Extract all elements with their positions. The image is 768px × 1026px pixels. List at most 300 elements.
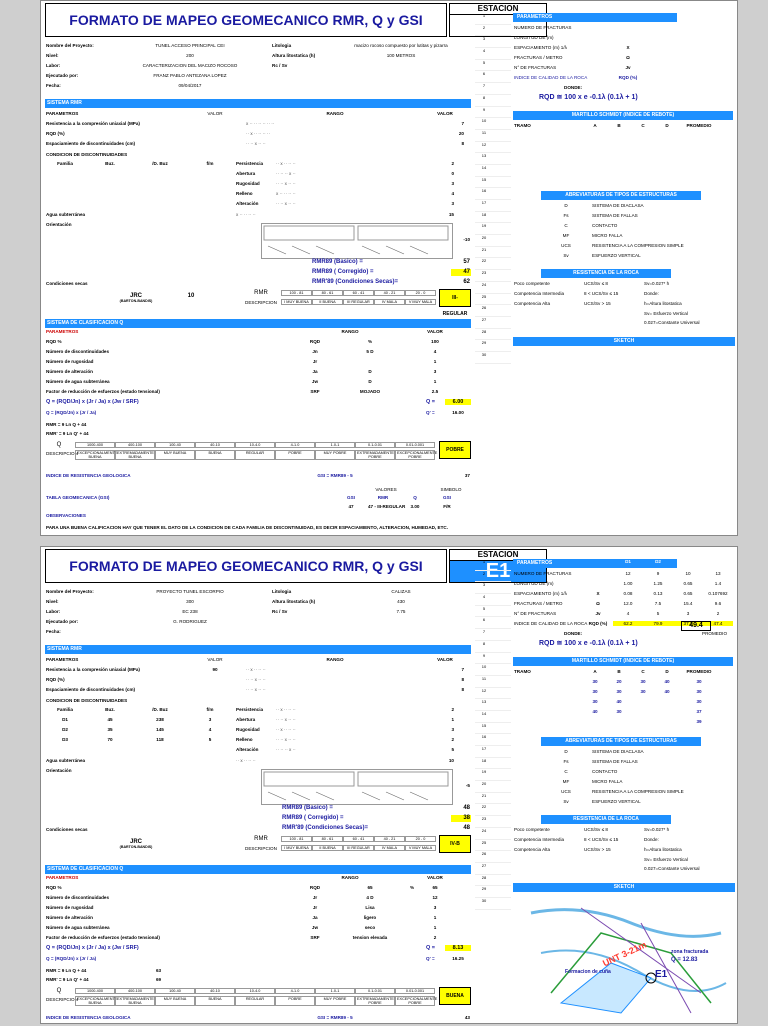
q-value: 6.00 — [445, 399, 471, 405]
gsi-col: GSI — [347, 495, 355, 500]
schmidt-row — [583, 709, 719, 714]
q-param-symbol: Jr — [312, 905, 318, 910]
row-number-cell: 20 — [481, 781, 487, 787]
project-field[interactable]: PROYECTO TUNEL ESCORPIO — [156, 589, 224, 594]
q-param-range[interactable] — [335, 359, 405, 364]
valor2-header: VALOR — [437, 657, 453, 662]
family-cell[interactable]: 4 — [208, 727, 212, 732]
q-param-label: Número de rugosidad — [46, 359, 94, 364]
fracture-value[interactable]: 5 — [656, 611, 660, 616]
abbr-row — [541, 253, 701, 258]
q-param-symbol: SRF — [310, 389, 320, 394]
fracture-value[interactable]: 4 — [626, 611, 630, 616]
family-cell[interactable]: 238 — [156, 717, 164, 722]
fracture-label: INDICE DE CALIDAD DE LA ROCA — [514, 621, 588, 626]
fracture-value[interactable]: 15.4 — [683, 601, 693, 606]
row-number — [475, 258, 511, 270]
cond-roughness: Rugosidad — [236, 181, 260, 186]
row-number — [475, 699, 511, 711]
fracture-value[interactable]: 1.4 — [714, 581, 722, 586]
fracture-value[interactable]: 2 — [716, 611, 720, 616]
fracture-value[interactable]: 62.2 — [613, 621, 643, 626]
simbolo-header: SIMBOLO — [440, 487, 462, 492]
cond-filling: Relleno — [236, 737, 253, 742]
schmidt-cell[interactable]: 37 — [696, 709, 702, 714]
lith-field[interactable]: macizo rocoso compuesto por lutitas y pizarra — [354, 43, 448, 48]
q-param-range[interactable]: % — [367, 339, 373, 344]
param-ucs-value[interactable]: 7 — [461, 667, 464, 672]
family-cell[interactable]: 145 — [156, 727, 164, 732]
q-param-range[interactable]: 5 D — [366, 349, 374, 354]
sketch-label-q: Q = 12.83 — [671, 957, 698, 963]
q-scale — [75, 988, 435, 994]
rmr-scale-cell: 60 - 41 — [343, 290, 374, 296]
length-label: LONGITUD DE (m) — [514, 35, 554, 40]
q-param-value: 2 — [433, 935, 437, 940]
fracture-value[interactable]: 3 — [686, 611, 690, 616]
rqd-formula: RQD ≅ 100 x e -0.1λ (0.1λ + 1) — [539, 94, 638, 101]
schmidt-cell[interactable]: 30 — [640, 679, 646, 684]
q-symbol: Q — [56, 988, 62, 994]
row-number-cell: 10 — [481, 118, 487, 124]
row-number-cell: 13 — [481, 699, 487, 705]
lith-label: Litologia — [272, 589, 292, 594]
rmr-scale-cell: 100 - 81 — [281, 836, 312, 842]
fracture-row — [513, 591, 733, 596]
q-label: Q = — [426, 399, 436, 405]
row-number — [475, 828, 511, 840]
fracture-value[interactable]: 12 — [625, 571, 631, 576]
rmr-scale-cell: 60 - 41 — [343, 836, 374, 842]
family-cell[interactable]: 35 — [107, 727, 113, 732]
by-field[interactable]: G. RODRIGUEZ — [173, 619, 207, 624]
row-number — [475, 270, 511, 282]
cond-filling-value[interactable]: 4 — [451, 191, 454, 196]
schmidt-cell[interactable] — [655, 699, 679, 704]
rmr-basic-value: 57 — [463, 259, 470, 265]
gsi-value: 37 — [464, 473, 470, 478]
strength-mid-v: 8 < UCS/Sv ≤ 15 — [584, 837, 619, 842]
rmr-q-eq2: RMR' = 9 Ln Q' + 44 — [46, 431, 89, 436]
q-param-symbol: Ja — [312, 915, 318, 920]
q2-label: Q' = — [426, 410, 435, 415]
row-number — [475, 235, 511, 247]
sketch-header: SKETCH — [513, 337, 735, 346]
level-field[interactable]: 300 — [186, 599, 194, 604]
row-number — [475, 71, 511, 83]
rango-header: RANGO — [326, 111, 344, 116]
lith-field[interactable]: CALIZAS — [391, 589, 411, 594]
q-class: POBRE — [439, 441, 471, 459]
mapping-sheet-2: FORMATO DE MAPEO GEOMECANICO RMR, Q y GSI ESTACION E1 Nombre del Proyecto: PROYECTO TUNEL ESCORPIO Nivel: 300 Labor: EC 238 Ejecutado por: G. RODRIGUEZ Fecha: Litologia CALIZAS Altura litostatica (h) 430 Rc / Sv 7.75 SISTEMA RMR PARAMETROS VALOR RANGO VALOR Resistencia a la compresión uniaxial (MPa) 90 ·· x ·· ·· ·· 7 RQD (%) ·· ·· x ·· ·· 8 Espaciamiento de discontinuidades (cm) ·· ·· x ·· ·· 8 CONDICION DE DISCONTINUIDADES Familia Buz. /D. Buz f/m D1 45 238 3 D2 35 145 4 D3 70 118 5 Persistencia ·· x ·· ·· ·· 2 Abertura ·· ·· x ·· ·· 1 Rugosidad ·· x ·· ·· ·· 3 Relleno ·· ·· x ·· ·· 2 Alteración ·· ·· ·· x ·· 5 Agua subterránea ·· x ·· ·· ·· 10 Orientación -5 RMR89 (Basico) = 48 RMR89 ( Corregido) = 38 RMR'89 (Condiciones Secas)= 48 Condiciones secas JRC (BARTON-BANDIS) RMR 100 - 81 80 - 61 60 - 41 40 - 21 20 - 0 DESCRIPCION I MUY BUENA II BUENA III REGULAR IV MALA V MUY MALA IV-B SISTEMA DE CLASIFICACION Q PARAMETROS RANGO VALOR RQD % RQD 65 65 Número de discontinuidades Jr 4 D 12 Número de rugosidad Jr Lisa 3 Número de alteración Ja ligero 1 Número de agua subterránea Jw seco 1 Factor de reducción de esfuerzos (estado tensional) SRF tension elevada 2 % Q = (RQD/Jn) x (Jr / Ja) x (Jw / SRF) Q = 8.13 Q = (RQD/Jn) x (Jr / Ja) Q' = 16.25 RMR = 9 Ln Q + 44 63 RMR' = 9 Ln Q' + 44 69 Q 1000-400 400-100 100-40 40-10 10-4.0 4-1.0 1.0-1 0.1-0.01 0.01-0.001 DESCRIPCION EXCEPCIONALMENTE BUENA EXTREMADAMENTE BUENA MUY BUENA BUENA REGULAR POBRE MUY POBRE EXTREMADAMENTE POBRE EXCEPCIONALMENTE POBRE BUENA INDICE DE RESISTENCIA GEOLOGICA GSI = RMR89 - 5 43 1 2 3 4 5 6 7 8 9 10 11 12 13 14 15 16 17 18 19 20 21 22 23 24 25 26 27 28 29 30 PARAMETROS D1 D2 D3 D4 NUMERO DE FRACTURAS 12 9 10 13 LONGITUD DE (m) 1.00 1.25 0.65 1.4 ESPACIAMIENTO (m) 1/λ X 0.08 0.13 0.65 0.107692 FRACTURAS / METRO Ω 12.0 7.5 15.4 9.6 N° DE FRACTURAS Jv 4 5 3 2 INDICE DE CALIDAD DE LA ROCA RQD (%) 62.2 79.9 37.2 47.4 49.4 PROMEDIO DONDE: RQD ≅ 100 x e -0.1λ (0.1λ + 1) MARTILLO SCHMIDT (INDICE DE REBOTE) TRAMO A B C D PROMEDIO 30 20 30 40 30 30 30 30 40 30 30 40 30 40 30 37 39 ABREVIATURAS DE TIPOS DE ESTRUCTURAS D SISTEMA DE DIACLASA Fs SISTEMA DE FALLAS C CONTACTO MF MICRO FALLA UCS RESISTENCIA A LA COMPRESION SIMPLE Sv ESFUERZO VERTICAL RESISTENCIA DE LA ROCA Poco competente UCS/Sv ≤ 8 Sv=0.027* h Competencia Intermedia 8 < UCS/Sv ≤ 15 Donde: Competencia Alta UCS/Sv > 15 h=Altura litostatica Sv= Esfuerzo Vertical 0.027=Constante Universal SKETCH UNT 3-21m zona fracturada Q = 12.83 Formacion de cuña E1 — [40, 546, 738, 1024]
fract-n-label: N° DE FRACTURAS — [514, 65, 557, 70]
schmidt-cell[interactable]: 20 — [616, 679, 622, 684]
row-number — [475, 118, 511, 130]
row-number-cell: 3 — [482, 36, 486, 42]
schmidt-cell[interactable]: 30 — [696, 689, 702, 694]
q-param-range[interactable]: ligero — [363, 915, 377, 920]
param-spacing-value[interactable]: 8 — [461, 141, 464, 146]
schmidt-cell[interactable]: 30 — [696, 699, 702, 704]
family-cell[interactable]: 118 — [156, 737, 164, 742]
by-field[interactable]: FRANZ PABLO ANTEZANA LOPEZ — [153, 73, 227, 78]
schmidt-cell[interactable]: 30 — [640, 689, 646, 694]
fracture-sym: Jv — [595, 611, 601, 616]
rqd-average-label: PROMEDIO — [702, 631, 728, 636]
cond-aperture-value[interactable]: 1 — [451, 717, 454, 722]
fracture-value[interactable]: 9 — [656, 571, 660, 576]
schmidt-cell[interactable] — [655, 719, 679, 724]
dbuz-header: /D. Buz — [152, 707, 168, 712]
obs-label: OBSERVACIONES — [46, 513, 86, 518]
cond-aperture-value[interactable]: 0 — [451, 171, 454, 176]
q-param-row — [45, 895, 465, 900]
row-number — [475, 804, 511, 816]
row-number — [475, 711, 511, 723]
param-ucs-input[interactable]: 90 — [212, 667, 218, 672]
abbr-text: SISTEMA DE FALLAS — [592, 213, 638, 218]
date-field[interactable]: 09/04/2017 — [178, 83, 202, 88]
rmr-desc-cell: I MUY BUENA — [281, 845, 312, 851]
abbr-text: RESISTENCIA A LA COMPRESION SIMPLE — [592, 243, 684, 248]
q-param-range[interactable]: 65 — [367, 885, 373, 890]
row-number — [475, 734, 511, 746]
fracture-label: ESPACIAMIENTO (m) 1/λ — [514, 591, 567, 596]
q-desc-label: DESCRIPCION — [46, 997, 78, 1002]
row-number-cell: 1 — [482, 13, 486, 18]
schmidt-cell[interactable]: 40 — [664, 689, 670, 694]
rmr-word: RMR — [254, 290, 268, 296]
q2-equation: Q = (RQD/Jn) x (Jr / Ja) — [46, 956, 97, 961]
q-desc-cell: EXCEPCIONALMENTE BUENA — [77, 451, 118, 459]
abbr-row — [541, 769, 701, 774]
family-cell[interactable]: D2 — [62, 727, 68, 732]
cond-weathering: Alteración — [236, 201, 259, 206]
q-param-range[interactable]: tension elevada — [352, 935, 388, 940]
q-param-value: 3 — [433, 369, 437, 374]
q-col: Q — [413, 495, 417, 500]
row-number-cell: 25 — [481, 293, 487, 299]
schmidt-row — [583, 699, 719, 704]
by-label: Ejecutado por: — [46, 73, 79, 78]
schmidt-cell[interactable] — [607, 719, 631, 724]
param-spacing-value[interactable]: 8 — [461, 687, 464, 692]
row-number-cell: 2 — [482, 24, 486, 30]
row-number — [475, 317, 511, 329]
params-right-header: PARAMETROS — [513, 13, 677, 22]
row-number — [475, 688, 511, 700]
orientation-value[interactable]: -5 — [465, 783, 470, 788]
abbr-row — [541, 799, 701, 804]
q-param-label: Número de agua subterránea — [46, 925, 110, 930]
date-field[interactable] — [115, 629, 265, 634]
rmr-desc-cell: III REGULAR — [343, 299, 374, 305]
q-scale-cell: 40-10 — [195, 988, 235, 994]
sketch-label-unt: UNT 3-21m — [601, 939, 648, 969]
abbr-text: CONTACTO — [592, 769, 618, 774]
abbr-code: C — [564, 223, 568, 228]
row-number-cell: 27 — [481, 316, 487, 322]
family-cell[interactable]: 3 — [208, 717, 212, 722]
tramo-col: TRAMO — [514, 123, 531, 128]
fracture-value[interactable]: 0.65 — [683, 581, 693, 586]
cond-roughness-value[interactable]: 3 — [451, 727, 454, 732]
params-header: PARAMETROS — [46, 111, 79, 116]
rock-strength-header: RESISTENCIA DE LA ROCA — [541, 269, 671, 278]
q-band: SISTEMA DE CLASIFICACION Q — [45, 865, 471, 874]
rmr-corrected-value: 47 — [451, 269, 471, 276]
col-c: C — [641, 123, 645, 128]
fracture-col: D2 — [655, 559, 661, 564]
q-scale-cell: 1000-400 — [75, 988, 115, 994]
q-param-label: Factor de reducción de esfuerzos (estado tensional) — [46, 389, 160, 394]
h-def: h=Altura litostatica — [644, 847, 682, 852]
q-scale-cell: 10-4.0 — [235, 988, 275, 994]
schmidt-cell[interactable]: 30 — [696, 679, 702, 684]
row-number — [475, 582, 511, 594]
strength-high: Competencia Alta — [514, 301, 551, 306]
fracture-sym: RQD (%) — [588, 621, 608, 626]
q-desc-cell: EXTREMADAMENTE BUENA — [117, 451, 154, 459]
rc-field[interactable]: 7.75 — [396, 609, 406, 614]
rock-strength-header: RESISTENCIA DE LA ROCA — [541, 815, 671, 824]
schmidt-cell[interactable] — [631, 719, 655, 724]
orientation-value[interactable]: -10 — [463, 237, 470, 242]
family-cell[interactable]: 45 — [107, 717, 113, 722]
params-header: PARAMETROS — [46, 657, 79, 662]
q-param-range[interactable]: Lisa — [365, 905, 375, 910]
orientation-label: Orientación — [46, 768, 72, 773]
labor-field[interactable]: EC 238 — [182, 609, 198, 614]
family-cell[interactable]: D3 — [62, 737, 68, 742]
row-number — [475, 723, 511, 735]
date-label: Fecha: — [46, 83, 61, 88]
q-param-symbol: Jw — [311, 925, 319, 930]
fracture-value[interactable]: 0.08 — [623, 591, 633, 596]
jrc-value[interactable]: 10 — [187, 293, 195, 299]
param-rqd-value[interactable]: 20 — [458, 131, 464, 136]
row-number — [475, 282, 511, 294]
q-desc-cell: REGULAR — [235, 450, 275, 460]
col-a: A — [593, 669, 597, 674]
q-class: BUENA — [439, 987, 471, 1005]
schmidt-cell[interactable]: 39 — [696, 719, 702, 724]
family-row — [45, 717, 235, 722]
fracture-value[interactable]: 13 — [715, 571, 721, 576]
param-rqd: RQD (%) — [46, 131, 65, 136]
fracture-value[interactable]: 1.00 — [623, 581, 633, 586]
q-param-value: 65 — [432, 885, 438, 890]
rmr-desc-cell: II BUENA — [312, 845, 343, 851]
cond-weathering: Alteración — [236, 747, 259, 752]
rmr-scale-cell: 20 - 0 — [405, 290, 436, 296]
row-number-cell: 30 — [481, 351, 487, 357]
row-number — [475, 781, 511, 793]
schmidt-cell[interactable]: 40 — [592, 709, 598, 714]
labor-field[interactable]: CARACTERIZACION DEL MACIZO ROCOSO — [142, 63, 238, 68]
row-number-cell: 22 — [481, 804, 487, 810]
dry-cond-label: Condiciones secas — [46, 281, 88, 286]
family-cell[interactable]: 5 — [208, 737, 212, 742]
q-param-row — [45, 905, 465, 910]
rc-label: Rc / Sv — [272, 609, 288, 614]
groundwater-value[interactable]: 10 — [448, 758, 454, 763]
groundwater-label: Agua subterránea — [46, 758, 86, 763]
schmidt-cell[interactable]: 30 — [592, 689, 598, 694]
row-number-cell: 14 — [481, 164, 487, 170]
row-number-cell: 3 — [482, 582, 486, 588]
q-param-row — [45, 935, 465, 940]
abbr-text: SISTEMA DE DIACLASA — [592, 203, 644, 208]
fract-m-label: FRACTURAS / METRO — [514, 55, 563, 60]
sketch-label-e1: E1 — [655, 969, 668, 980]
param-rqd-value[interactable]: 8 — [461, 677, 464, 682]
strength-mid-v: 8 < UCS/Sv ≤ 15 — [584, 291, 619, 296]
row-numbers — [475, 13, 511, 364]
cond-filling-value[interactable]: 2 — [451, 737, 454, 742]
fracture-sym: X — [596, 591, 600, 596]
q-param-label: Número de discontinuidades — [46, 349, 110, 354]
level-field[interactable]: 200 — [186, 53, 194, 58]
q-param-range[interactable]: D — [368, 369, 372, 374]
alt-field[interactable]: 100 METROS — [386, 53, 416, 58]
alt-field[interactable]: 430 — [397, 599, 405, 604]
q-desc-cell: BUENA — [195, 996, 235, 1006]
fracture-value[interactable]: 37.2 — [673, 621, 703, 626]
q-param-label: RQD % — [46, 885, 62, 890]
abbr-row — [541, 749, 701, 754]
schmidt-cell[interactable]: 30 — [616, 689, 622, 694]
schmidt-cell[interactable] — [631, 709, 655, 714]
q-rango-header: RANGO — [341, 329, 359, 334]
sketch-header: SKETCH — [513, 883, 735, 892]
project-field[interactable]: TUNEL ACCESO PRINCIPAL CEI — [155, 43, 225, 48]
q-rango-header: RANGO — [341, 875, 359, 880]
rmr-scale — [281, 290, 436, 296]
q-param-value: 1 — [433, 379, 437, 384]
param-spacing: Espaciamiento de discontinuidades (cm) — [46, 687, 136, 692]
fracture-value[interactable]: 10 — [685, 571, 691, 576]
abbr-text: MICRO FALLA — [592, 779, 623, 784]
fracture-value[interactable]: 47.4 — [703, 621, 733, 626]
q-desc-cell: MUY POBRE — [315, 996, 355, 1006]
gsi-val-2: 47 - III-REGULAR — [368, 504, 406, 509]
strength-mid: Competencia Intermedia — [514, 837, 565, 842]
q-param-label: Número de alteración — [46, 915, 93, 920]
rmr-corrected-label: RMR89 ( Corregido) = — [282, 815, 344, 821]
row-number — [475, 851, 511, 863]
gsi-table-label: TABLA GEOMECANICA (GSI) — [46, 495, 110, 500]
rmr-desc-cell: V MUY MALA — [405, 299, 436, 305]
fracture-value[interactable]: 9.6 — [714, 601, 722, 606]
q-param-range[interactable]: MOJADO — [359, 389, 381, 394]
abbr-row — [541, 233, 701, 238]
schmidt-cell[interactable]: 30 — [592, 679, 598, 684]
schmidt-cell[interactable] — [631, 699, 655, 704]
schmidt-cell[interactable] — [655, 709, 679, 714]
gsi-col-2: GSI — [443, 495, 451, 500]
family-cell[interactable]: 70 — [107, 737, 113, 742]
row-number-cell: 5 — [482, 59, 486, 65]
cond-weathering-value[interactable]: 3 — [451, 201, 454, 206]
family-cell[interactable]: D1 — [62, 717, 68, 722]
abbr-code: Fs — [563, 759, 569, 764]
abbr-header: ABREVIATURAS DE TIPOS DE ESTRUCTURAS — [541, 191, 701, 200]
lith-label: Litologia — [272, 43, 292, 48]
row-number — [475, 329, 511, 341]
rmr-dry-label: RMR'89 (Condiciones Secas)= — [282, 825, 368, 831]
fm-header: f/m — [206, 161, 214, 166]
row-number-cell: 22 — [481, 258, 487, 264]
param-ucs-value[interactable]: 7 — [461, 121, 464, 126]
q-param-range[interactable]: seco — [364, 925, 376, 930]
rmr-dry-label: RMR'89 (Condiciones Secas)= — [312, 279, 398, 285]
schmidt-cell[interactable]: 40 — [664, 679, 670, 684]
fracture-value[interactable]: 1.25 — [653, 581, 663, 586]
param-ucs: Resistencia a la compresión uniaxial (MPa) — [46, 667, 140, 672]
fracture-value[interactable]: 79.9 — [643, 621, 673, 626]
params-right-header: PARAMETROS — [513, 559, 677, 568]
fracture-value[interactable]: 0.65 — [683, 591, 693, 596]
h-def: h=Altura litostatica — [644, 301, 682, 306]
cond-weathering-value[interactable]: 5 — [451, 747, 454, 752]
fracture-value[interactable]: 12.0 — [623, 601, 633, 606]
abbr-code: Fs — [563, 213, 569, 218]
fracture-value[interactable]: 0.13 — [653, 591, 663, 596]
fracture-sym — [583, 571, 613, 576]
q-param-range[interactable]: D — [368, 379, 372, 384]
schmidt-cell[interactable]: 30 — [592, 699, 598, 704]
sv-def: Sv= Esfuerzo Vertical — [644, 311, 688, 316]
fracture-value[interactable]: 7.5 — [654, 601, 662, 606]
q-param-label: RQD % — [46, 339, 62, 344]
abbr-row — [541, 223, 701, 228]
row-number-cell: 25 — [481, 839, 487, 845]
cond-filling: Relleno — [236, 191, 253, 196]
cond-persistence-value[interactable]: 2 — [451, 707, 454, 712]
rmr-class: III-REGULAR — [439, 289, 471, 307]
cond-roughness: Rugosidad — [236, 727, 260, 732]
rmr-scale-cell: 80 - 61 — [312, 836, 343, 842]
q-param-row — [45, 885, 465, 890]
schmidt-cell[interactable]: 30 — [616, 709, 622, 714]
fract-m-sym: Ω — [626, 55, 630, 60]
station-value[interactable]: E1 — [449, 560, 547, 583]
q-scale-cell: 0.1-0.01 — [355, 442, 395, 448]
row-number-cell: 11 — [481, 675, 487, 681]
orientation-diagram — [261, 223, 453, 259]
q-param-range[interactable]: 4 D — [366, 895, 374, 900]
fracture-value[interactable]: 0.107692 — [708, 591, 728, 596]
row-number — [475, 60, 511, 72]
sketch-label-zone: zona fracturada — [671, 949, 709, 955]
schmidt-row — [583, 719, 719, 724]
cond-persistence-value[interactable]: 2 — [451, 161, 454, 166]
row-number-cell: 21 — [481, 246, 487, 252]
strength-high-v: UCS/Sv > 15 — [584, 301, 611, 306]
q-param-value: 1 — [433, 915, 437, 920]
groundwater-value[interactable]: 15 — [448, 212, 454, 217]
row-number — [475, 188, 511, 200]
schmidt-header: MARTILLO SCHMIDT (INDICE DE REBOTE) — [513, 111, 733, 120]
cond-roughness-value[interactable]: 3 — [451, 181, 454, 186]
abbr-row — [541, 759, 701, 764]
valor2-header: VALOR — [437, 111, 453, 116]
schmidt-cell[interactable] — [583, 719, 607, 724]
obs-text[interactable]: PARA UNA BUENA CALIFICACION HAY QUE TENER EL DATO DE LA CONDICION DE CADA FAMILIA DE DISCONTINUIDAD, ES DECIR ESPACIAMIENTO, ALTERACION, HUMEDAD, ETC. — [46, 525, 448, 530]
schmidt-cell[interactable]: 40 — [616, 699, 622, 704]
sketch-label-wedge: Formacion de cuña — [565, 969, 611, 975]
